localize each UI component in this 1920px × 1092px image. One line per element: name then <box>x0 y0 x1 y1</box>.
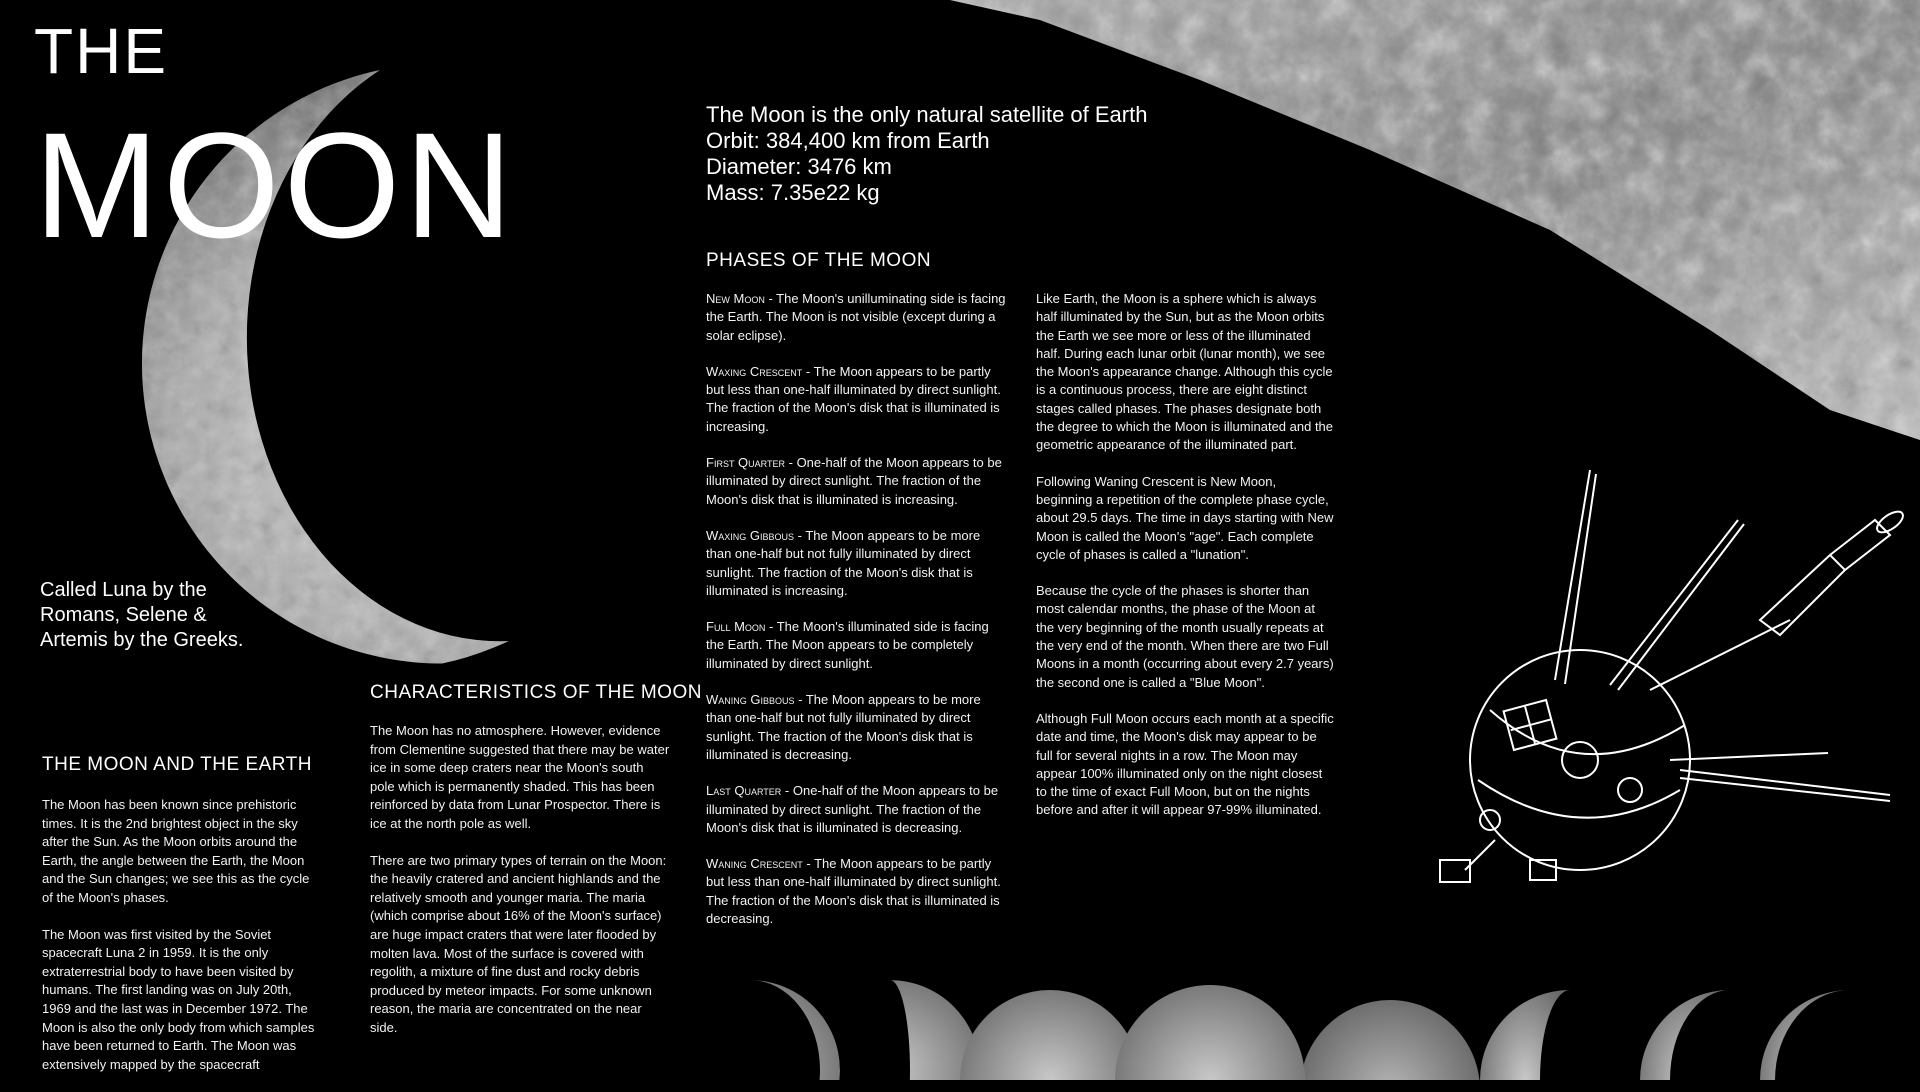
phases-explanation <box>1036 290 1336 838</box>
phase-item <box>706 782 1006 837</box>
fact-line: Orbit: 384,400 km from Earth <box>706 128 990 153</box>
phase-item <box>706 454 1006 509</box>
phase-text: - The Moon's unilluminating side is facing the Earth. The Moon is not visible (except during a solar eclipse). <box>706 291 1006 343</box>
fact-line: Diameter: 3476 km <box>706 154 892 179</box>
spacecraft-illustration <box>1380 460 1920 920</box>
phase-text: - One-half of the Moon appears to be illuminated by direct sunlight. The fraction of the Moon's disk that is illuminated is decreasing. <box>706 783 999 835</box>
earth-paragraph-2: The Moon was first visited by the Soviet spacecraft Luna 2 in 1959. It is the only extraterrestrial body to have been visited by humans. The first landing was on July 20th, 1969 and the last was in December 1972. The Moon is also the only body from which samples have been returned to Earth. The Moon was extensively mapped by the spacecraft <box>42 926 315 1072</box>
characteristics-heading: CHARACTERISTICS OF THE MOON <box>370 682 702 703</box>
phase-name: Waxing Gibbous <box>706 527 795 543</box>
characteristics-paragraph-1: The Moon has no atmosphere. However, evidence from Clementine suggested that there may be water ice in some deep craters near the Moon's south pole which is permanently shaded. This has been reinforced by data from Lunar Prospector. There is ice at the north pole as well. <box>370 723 670 831</box>
phase-name: First Quarter <box>706 455 786 471</box>
right-paragraph-3: Because the cycle of the phases is shorter than most calendar months, the phase of the Moon at the very beginning of the month usually repeats at the very end of the month. When there are two Full Moons in a month (occurring about every 2.7 years) the second one is called a "Blue Moon". <box>1036 583 1334 690</box>
phase-name: Last Quarter <box>706 783 782 799</box>
phase-name: Waning Crescent <box>706 856 803 872</box>
phase-name: Waning Gibbous <box>706 692 795 708</box>
phase-text: - The Moon appears to be more than one-half but not fully illuminated by direct sunlight. The fraction of the Moon's disk that is illuminated is increasing. <box>706 527 981 598</box>
phases-list <box>706 290 1006 946</box>
phase-item <box>706 290 1006 345</box>
phase-item <box>706 527 1006 600</box>
phase-text: - The Moon's illuminated side is facing the Earth. The Moon appears to be completely illuminated by direct sunlight. <box>706 619 989 671</box>
phase-name: New Moon <box>706 291 765 306</box>
phase-item <box>706 363 1006 436</box>
moon-phases-strip <box>690 970 1920 1080</box>
phase-name: Full Moon <box>706 619 766 635</box>
right-paragraph-2: Following Waning Crescent is New Moon, beginning a repetition of the complete phase cycle, about 29.5 days. The time in days starting with New Moon is called the Moon's "age". Each complete cycle of phases is called a "lunation". <box>1036 473 1334 562</box>
phases-heading: PHASES OF THE MOON <box>706 250 932 271</box>
earth-section-heading: THE MOON AND THE EARTH <box>42 754 312 775</box>
right-paragraph-1: Like Earth, the Moon is a sphere which is always half illuminated by the Sun, but as the Moon orbits the Earth we see more or less of the illuminated half. During each lunar orbit (lunar month), we see the Moon's appearance change. Although this cycle is a continuous process, there are eight distinct stages called phases. The phases designate both the degree to which the Moon is illuminated and the geometric appearance of the illuminated part. <box>1036 291 1334 453</box>
earth-section-body <box>42 796 322 1092</box>
phase-text: - One-half of the Moon appears to be illuminated by direct sunlight. The fraction of the Moon's disk that is illuminated is increasing. <box>706 455 1002 507</box>
phase-name: Waxing Crescent <box>706 363 803 379</box>
luna-caption: Called Luna by the Romans, Selene & Artemis by the Greeks. <box>40 579 244 651</box>
moon-facts <box>706 102 1147 206</box>
earth-paragraph-1: The Moon has been known since prehistoric times. It is the 2nd brightest object in the sky after the Sun. As the Moon orbits around the Earth, the angle between the Earth, the Moon and the Sun changes; we see this as the cycle of the Moon's phases. <box>42 797 310 905</box>
phase-text: - The Moon appears to be partly but less than one-half illuminated by direct sunlight. The fraction of the Moon's disk that is illuminated is decreasing. <box>706 856 1001 927</box>
phase-text: - The Moon appears to be more than one-half but not fully illuminated by direct sunlight. The fraction of the Moon's disk that is illuminated is decreasing. <box>706 692 981 762</box>
phase-item <box>706 618 1006 673</box>
right-paragraph-4: Although Full Moon occurs each month at a specific date and time, the Moon's disk may appear to be full for several nights in a row. The Moon may appear 100% illuminated only on the night closest to the time of exact Full Moon, but on the nights before and after it will appear 97-99% illuminated. <box>1036 710 1334 818</box>
phase-item <box>706 691 1006 764</box>
fact-line: Mass: 7.35e22 kg <box>706 180 880 205</box>
characteristics-paragraph-2: There are two primary types of terrain on the Moon: the heavily cratered and ancient highlands and the relatively smooth and younger maria. The maria (which comprise about 16% of the Moon's surface) are huge impact craters that were later flooded by molten lava. Most of the surface is covered with regolith, a mixture of fine dust and rocky debris produced by meteor impacts. For some unknown reason, the maria are concentrated on the near side. <box>370 852 667 1035</box>
title-moon: MOON <box>34 101 517 269</box>
phase-item <box>706 855 1006 928</box>
fact-line: The Moon is the only natural satellite of Earth <box>706 102 1148 127</box>
phase-text: - The Moon appears to be partly but less than one-half illuminated by direct sunlight. The fraction of the Moon's disk that is illuminated is increasing. <box>706 363 1001 434</box>
title-the: THE <box>34 15 168 87</box>
characteristics-body <box>370 722 670 1056</box>
